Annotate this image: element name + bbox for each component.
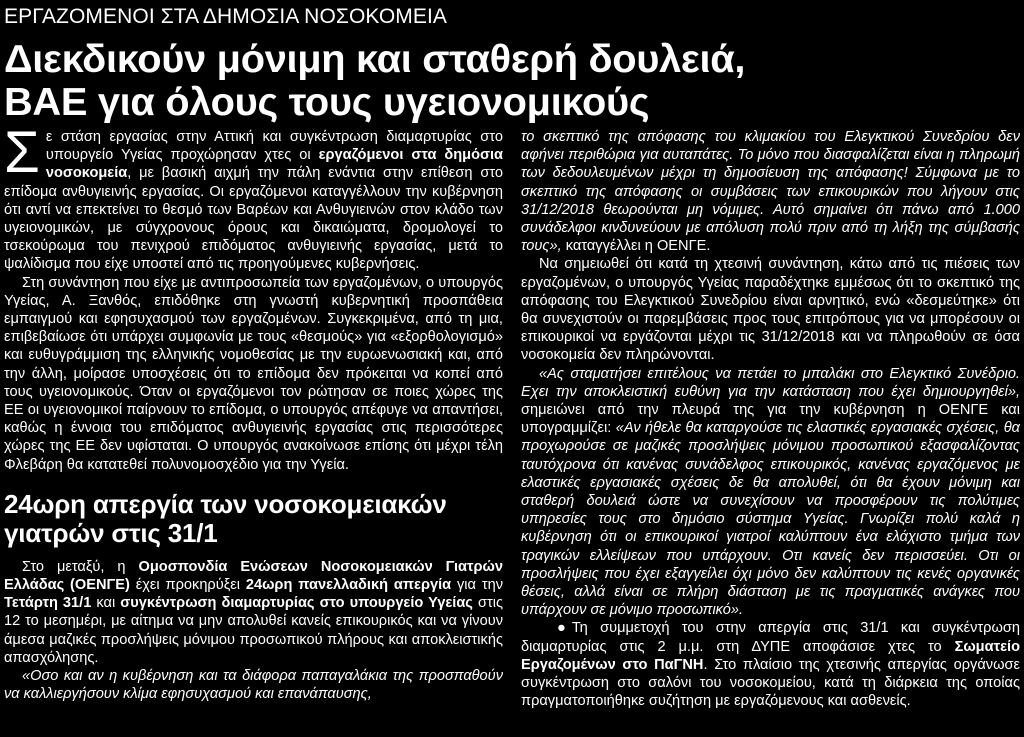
left-column [4, 128, 503, 737]
paragraph-union-participation [521, 619, 1020, 710]
paragraph-oenge-statement [521, 365, 1020, 620]
article-columns [4, 128, 1020, 737]
drop-cap: Σ [4, 128, 40, 185]
quote-continued-text: το σκεπτικό της απόφασης του κλιμακίου του Ελεγκτικού Συνεδρίου δεν αφήνει περιθώρια για αυταπάτες. Το μόνο που διασφαλίζεται είναι η πληρωμή των δεδουλευμένων μέχρι τη δημοσίευση της απόφασης! Σύμφωνα με το σκεπτικό της απόφασης οι συμβάσεις των επικουρικών που λήγουν στις 31/12/2018 θεωρούνται μη νόμιμες. Αυτό σημαίνει ότι πάνω από 1.000 συνάδελφοι κινδυνεύουν με απόλυση πολύ πριν από τη λήξη της σύμβασής τους», [521, 129, 1020, 255]
strike-bold-2: 24ωρη πανελλαδική απεργία [245, 577, 452, 594]
paragraph-quote-start: «Οσο και αν η κυβέρνηση και τα διάφορα παπαγαλάκια της προσπαθούν να καλλιεργήσουν κλίμα εφησυχασμού και επανάπαυσης, [4, 668, 503, 703]
strike-bold-3: Τετάρτη 31/1 [4, 595, 92, 612]
paragraph-intro [4, 128, 503, 274]
strike-bold-4: συγκέντρωση διαμαρτυρίας στο υπουργείο Υγείας [120, 595, 473, 612]
strike-text-5: στις 12 το μεσημέρι, με αίτημα να μην απολυθεί κανείς επικουρικός και να γίνουν άμεσα μαζικές προσλήψεις μόνιμου προσωπικού πλήρους και αποκλειστικής απασχόλησης. [4, 595, 503, 666]
paragraph-strike [4, 558, 503, 667]
strike-text-1: Στο μεταξύ, η [22, 558, 139, 575]
union-text-1: Τη συμμετοχή του στην απεργία στις 31/1 και συγκέντρωση διαμαρτυρίας στις 2 μ.μ. στη ΔΥΠΕ αποφάσισε χτες το [521, 620, 1020, 655]
paragraph-intro-text-2: , με βασική αιχμή την πάλη ενάντια στην επίθεση στο επίδομα ανθυγιεινής εργασίας. Οι εργαζόμενοι καταγγέλλουν την κυβέρνηση ότι αντί να επεκτείνει το θεσμό των Βαρέων και Ανθυγιεινών στον κλάδο των υγειονομικών, με σύγχρονους όρους και δικαιώματα, δρομολογεί το τσεκούρωμα του πενιχρού επιδόματος ανθυγιεινής εργασίας, μετά το ψαλίδισμα που είχε υποστεί από τις προηγούμενες κυβερνήσεις. [4, 165, 503, 273]
oenge-attribution: σημειώνει από την πλευρά της για την κυβέρνηση η ΟΕΝΓΕ και υπογραμμίζει: [521, 402, 1020, 437]
paragraph-minister-admission: Να σημειωθεί ότι κατά τη χτεσινή συνάντηση, κάτω από τις πιέσεις των εργαζομένων, ο υπουργός Υγείας παραδέχτηκε εμμέσως ότι το σκεπτικό της απόφασης του Ελεγκτικού Συνεδρίου είναι αρνητικό, ενώ «δεσμεύτηκε» ότι θα συνεχιστούν οι παρεμβάσεις προς τους επιτρόπους για να μπορέσουν οι επικουρικοί να εργάζονται μέχρι τις 31/12/2018 και να πληρωθούν σε όσα νοσοκομεία δεν πληρώνονται. [521, 256, 1020, 364]
oenge-quote-1: «Ας σταματήσει επιτέλους να πετάει το μπαλάκι στο Ελεγκτικό Συνέδριο. Εχει την αποκλειστική ευθύνη για την κατάσταση που έχει δημιουργηθεί», [521, 365, 1020, 400]
union-bold: Σωματείο Εργαζομένων στο ΠαΓΝΗ [521, 638, 1020, 673]
strike-text-4: και [91, 595, 121, 612]
paragraph-minister-meeting: Στη συνάντηση που είχε με αντιπροσωπεία των εργαζομένων, ο υπουργός Υγείας, Α. Ξανθός, επιδόθηκε στη γνωστή κυβερνητική προσπάθεια εμπαιγμού και εφησυχασμού των εργαζομένων. Συγκεκριμένα, από τη μια, επιβεβαίωσε ότι υπάρχει συμφωνία με τους «θεσμούς» για «εξορθολογισμό» και ευθυγράμμιση της ελληνικής νομοθεσίας με την ευρωενωσιακή και, από την άλλη, μοίρασε υποσχέσεις ότι το επίδομα δεν πρόκειται να κοπεί από τους υγειονομικούς. Όταν οι εργαζόμενοι τον ρώτησαν σε ποιες χώρες της ΕΕ οι υγειονομικοί παίρνουν το επίδομα, ο υπουργός απέφυγε να απαντήσει, καθώς η έννοια του επιδόματος ανθυγιεινής εργασίας στις περισσότερες χώρες της ΕΕ δεν υφίσταται. Ο υπουργός ανακοίνωσε επίσης ότι μέχρι τέλη Φλεβάρη θα κατατεθεί πολυνομοσχέδιο για την Υγεία. [4, 274, 503, 473]
strike-text-2: έχει προκηρύξει [129, 577, 246, 594]
strike-text-3: για την [451, 577, 503, 594]
headline-line-1: Διεκδικούν μόνιμη και σταθερή δουλειά, [4, 38, 746, 81]
paragraph-intro-text-1: ε στάση εργασίας στην Αττική και συγκέντρωση διαμαρτυρίας στο υπουργείο Υγείας προχώρησαν χτες οι [45, 129, 503, 164]
right-column [521, 128, 1020, 737]
union-text-2: . Στο πλαίσιο της χτεσινής απεργίας οργάνωσε συγκέντρωση στο σαλόνι του νοσοκομείου, κατά τη διάρκεια της οποίας πραγματοποιήθηκε συζήτηση με εργαζόμενους και ασθενείς. [521, 656, 1020, 710]
paragraph-intro-bold: εργαζόμενοι στα δημόσια νοσοκομεία [45, 147, 503, 182]
headline-line-2: ΒΑΕ για όλους τους υγειονομικούς [4, 81, 650, 124]
kicker: ΕΡΓΑΖΟΜΕΝΟΙ ΣΤΑ ΔΗΜΟΣΙΑ ΝΟΣΟΚΟΜΕΙΑ [4, 5, 448, 28]
bullet-icon: ● [557, 620, 566, 637]
quote-continued-attribution: καταγγέλλει η ΟΕΝΓΕ. [561, 238, 711, 255]
subheading: 24ωρη απεργία των νοσοκομειακών γιατρών στις 31/1 [4, 488, 447, 548]
paragraph-quote-continued [521, 128, 1020, 255]
strike-bold-1: Ομοσπονδία Ενώσεων Νοσοκομειακών Γιατρών Ελλάδας (ΟΕΝΓΕ) [4, 558, 503, 594]
oenge-quote-2: «Αν ήθελε θα καταργούσε τις ελαστικές εργασιακές σχέσεις, θα προχωρούσε σε μαζικές προσλήψεις μόνιμου προσωπικού εξασφαλίζοντας ταυτόχρονα ότι κανένας συνάδελφος επικουρικός, κανένας εργαζόμενος με ελαστικές εργασιακές σχέσεις δε θα απολυθεί, ότι θα έχουν μόνιμη και σταθερή δουλειά ώστε να συνεχίσουν να προσφέρουν τις πολύτιμες υπηρεσίες τους στο δημόσιο σύστημα Υγείας. Γνωρίζει πολύ καλά η κυβέρνηση ότι οι επικουρικοί γιατροί καλύπτουν ένα ελάχιστο τμήμα των τραγικών ελλείψεων που υπάρχουν. Οτι κανείς δεν περισσεύει. Οτι οι προσλήψεις που έχει εξαγγείλει όχι μόνο δεν καλύπτουν τις κενές οργανικές θέσεις, αλλά είναι σε πλήρη διάσταση με τις πραγματικές ανάγκες που υπάρχουν σε μόνιμο προσωπικό». [521, 420, 1020, 619]
